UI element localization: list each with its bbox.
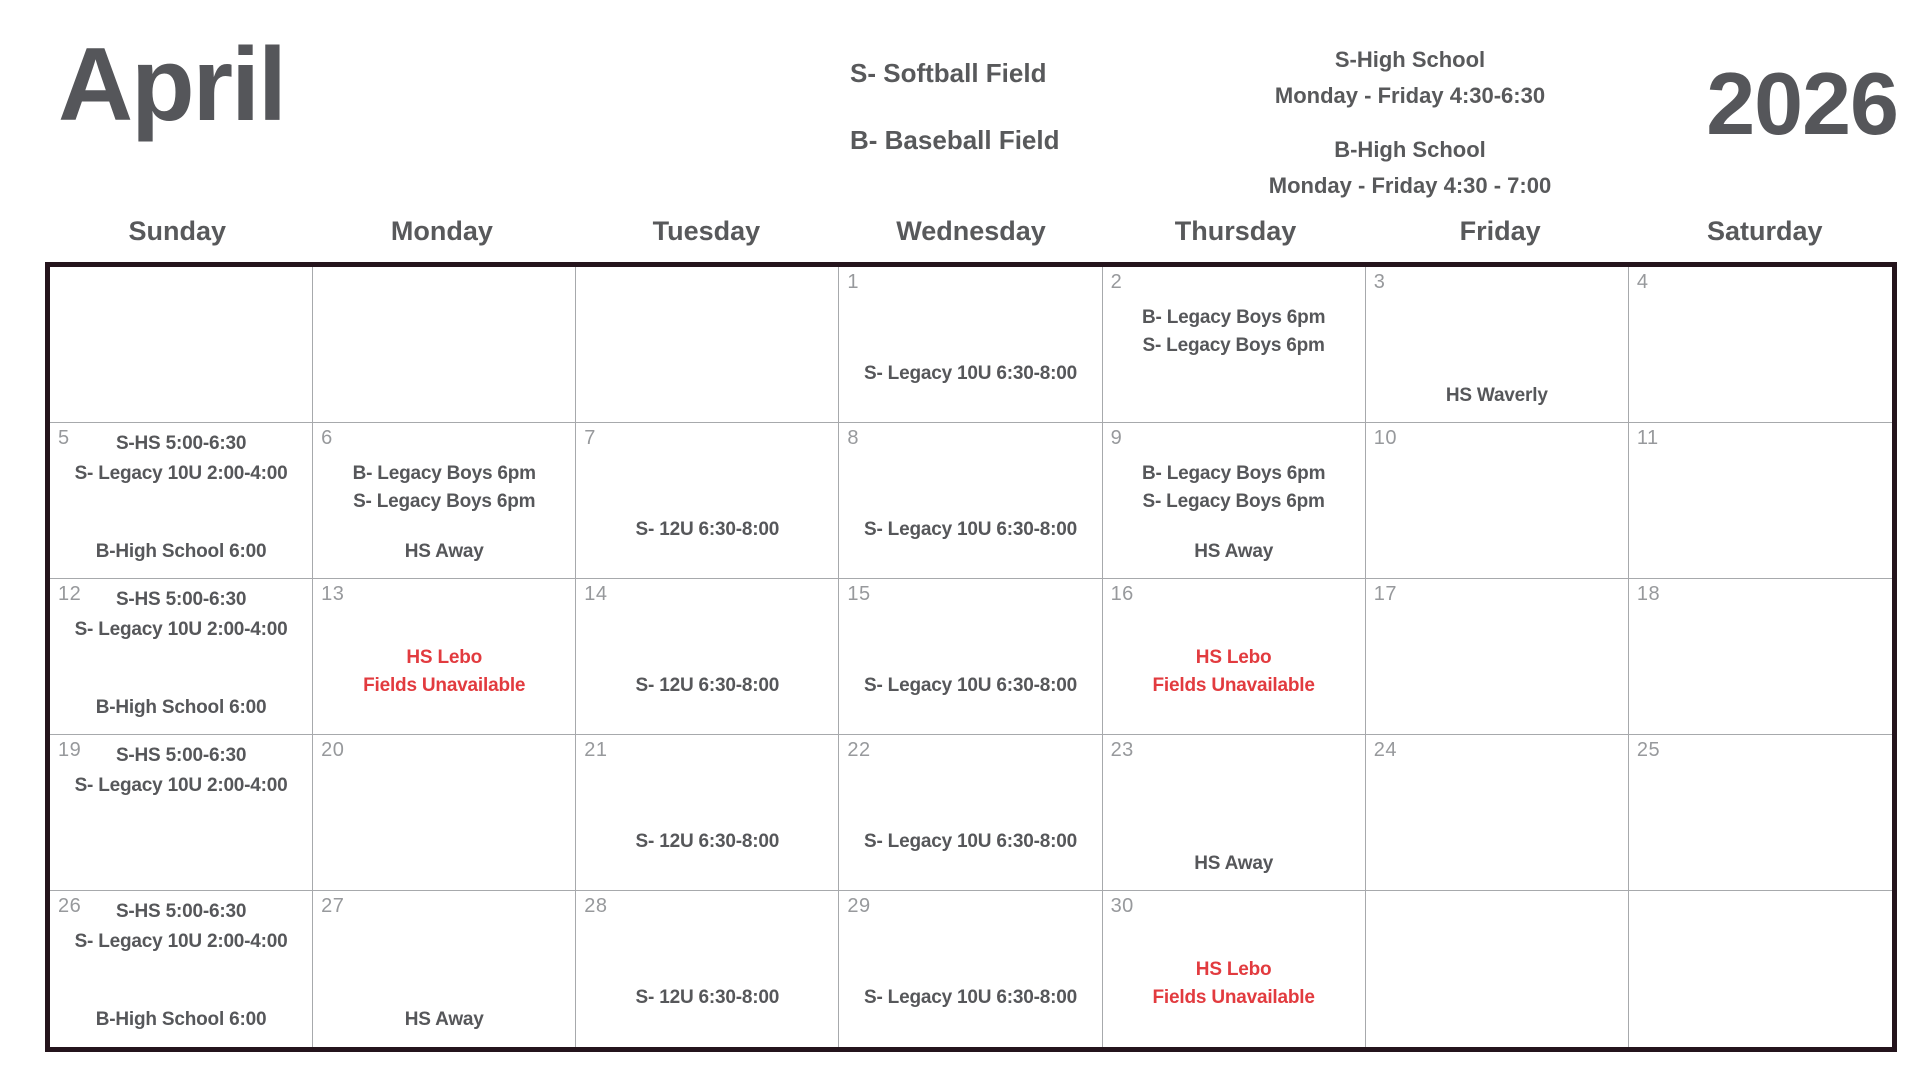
hours-baseball-title: B-High School bbox=[1334, 137, 1486, 162]
day-number: 4 bbox=[1636, 271, 1649, 293]
day-cell-11 bbox=[1629, 423, 1892, 579]
field-hours bbox=[1180, 42, 1640, 222]
day-number: 10 bbox=[1373, 427, 1397, 449]
day-cell-empty bbox=[50, 267, 313, 423]
event-label: HS Away bbox=[1194, 853, 1274, 874]
day-number: 8 bbox=[847, 427, 860, 449]
day-cell-19 bbox=[50, 735, 313, 891]
day-cell-23 bbox=[1103, 735, 1366, 891]
day-number: 13 bbox=[321, 583, 345, 605]
event-label: S- Legacy 10U 6:30-8:00 bbox=[864, 987, 1077, 1008]
event-label: B-High School 6:00 bbox=[95, 541, 267, 562]
day-cell-24 bbox=[1366, 735, 1629, 891]
day-cell-empty bbox=[313, 267, 576, 423]
day-number: 7 bbox=[584, 427, 596, 449]
event-label: B- Legacy Boys 6pm bbox=[1141, 307, 1326, 328]
day-cell-6 bbox=[313, 423, 576, 579]
legend-softball: S- Softball Field bbox=[850, 58, 1047, 88]
event-label: B- Legacy Boys 6pm bbox=[1141, 463, 1326, 484]
day-cell-16 bbox=[1103, 579, 1366, 735]
day-number: 15 bbox=[847, 583, 871, 605]
event-label: B-High School 6:00 bbox=[95, 697, 267, 718]
day-cell-empty bbox=[576, 267, 839, 423]
day-number: 23 bbox=[1110, 739, 1134, 761]
event-label: S- 12U 6:30-8:00 bbox=[635, 675, 780, 696]
day-number: 19 bbox=[58, 739, 82, 761]
event-label: S- Legacy 10U 6:30-8:00 bbox=[864, 831, 1077, 852]
hours-softball-hs bbox=[1180, 42, 1640, 114]
day-header-friday: Friday bbox=[1459, 216, 1541, 246]
day-header-wednesday: Wednesday bbox=[896, 216, 1046, 246]
day-cell-15 bbox=[839, 579, 1102, 735]
day-number: 3 bbox=[1373, 271, 1386, 293]
day-cell-empty bbox=[1366, 891, 1629, 1047]
hours-baseball-times: Monday - Friday 4:30 - 7:00 bbox=[1268, 173, 1552, 198]
day-number: 17 bbox=[1373, 583, 1397, 605]
event-label: S- Legacy 10U 2:00-4:00 bbox=[74, 619, 288, 640]
day-number: 29 bbox=[847, 895, 871, 917]
day-cell-26 bbox=[50, 891, 313, 1047]
event-label: S-HS 5:00-6:30 bbox=[115, 589, 247, 610]
day-header-saturday: Saturday bbox=[1706, 216, 1823, 246]
event-label: S- Legacy Boys 6pm bbox=[1142, 491, 1325, 512]
event-field-unavailable: HS Lebo bbox=[1195, 959, 1272, 980]
day-number: 14 bbox=[584, 583, 608, 605]
field-legend bbox=[850, 58, 1150, 192]
day-number: 25 bbox=[1636, 739, 1661, 761]
day-cell-30 bbox=[1103, 891, 1366, 1047]
day-cell-29 bbox=[839, 891, 1102, 1047]
day-number: 11 bbox=[1636, 427, 1659, 449]
day-cell-14 bbox=[576, 579, 839, 735]
event-field-unavailable: HS Lebo bbox=[406, 647, 483, 668]
day-number: 22 bbox=[847, 739, 871, 761]
day-header-monday: Monday bbox=[390, 216, 493, 246]
day-cell-20 bbox=[313, 735, 576, 891]
day-cell-21 bbox=[576, 735, 839, 891]
day-cell-18 bbox=[1629, 579, 1892, 735]
event-field-unavailable: Fields Unavailable bbox=[1152, 987, 1315, 1008]
day-number: 24 bbox=[1373, 739, 1397, 761]
day-cell-27 bbox=[313, 891, 576, 1047]
day-cell-8 bbox=[839, 423, 1102, 579]
day-cell-22 bbox=[839, 735, 1102, 891]
legend-baseball: B- Baseball Field bbox=[850, 125, 1060, 155]
event-label: S- Legacy Boys 6pm bbox=[353, 491, 536, 512]
day-number: 18 bbox=[1636, 583, 1661, 605]
event-label: HS Away bbox=[404, 541, 484, 562]
day-number: 5 bbox=[58, 427, 70, 449]
day-cell-12 bbox=[50, 579, 313, 735]
event-label: S- Legacy 10U 2:00-4:00 bbox=[74, 775, 288, 796]
hours-softball-title: S-High School bbox=[1334, 47, 1486, 72]
day-number: 16 bbox=[1110, 583, 1134, 605]
event-label: S-HS 5:00-6:30 bbox=[115, 433, 247, 454]
day-header-tuesday: Tuesday bbox=[652, 216, 761, 246]
month-title: April bbox=[58, 27, 285, 143]
day-number: 20 bbox=[321, 739, 345, 761]
event-label: S-HS 5:00-6:30 bbox=[115, 901, 247, 922]
event-label: S- Legacy 10U 2:00-4:00 bbox=[74, 463, 288, 484]
day-cell-empty bbox=[1629, 891, 1892, 1047]
day-header-thursday: Thursday bbox=[1174, 216, 1297, 246]
day-number: 6 bbox=[321, 427, 333, 449]
day-cell-10 bbox=[1366, 423, 1629, 579]
event-label: S- Legacy 10U 6:30-8:00 bbox=[864, 519, 1077, 540]
day-cell-5 bbox=[50, 423, 313, 579]
day-number: 21 bbox=[584, 739, 608, 761]
year-title: 2026 bbox=[1706, 54, 1898, 153]
event-label: S- Legacy Boys 6pm bbox=[1142, 335, 1325, 356]
day-number: 28 bbox=[584, 895, 608, 917]
event-field-unavailable: HS Lebo bbox=[1195, 647, 1272, 668]
event-label: S- Legacy 10U 2:00-4:00 bbox=[74, 931, 288, 952]
event-field-unavailable: Fields Unavailable bbox=[1152, 675, 1315, 696]
event-label: S- Legacy 10U 6:30-8:00 bbox=[864, 363, 1077, 384]
day-cell-25 bbox=[1629, 735, 1892, 891]
day-number: 1 bbox=[847, 271, 860, 293]
calendar-grid bbox=[45, 262, 1897, 1052]
day-number: 12 bbox=[58, 583, 82, 605]
day-cell-13 bbox=[313, 579, 576, 735]
day-number: 9 bbox=[1110, 427, 1123, 449]
day-cell-4 bbox=[1629, 267, 1892, 423]
day-cell-9 bbox=[1103, 423, 1366, 579]
day-cell-7 bbox=[576, 423, 839, 579]
day-number: 26 bbox=[58, 895, 82, 917]
event-label: HS Away bbox=[1194, 541, 1274, 562]
event-label: B-High School 6:00 bbox=[95, 1009, 267, 1030]
day-number: 2 bbox=[1110, 271, 1123, 293]
day-number: 30 bbox=[1110, 895, 1134, 917]
event-label: S- 12U 6:30-8:00 bbox=[635, 519, 780, 540]
event-label: S- Legacy 10U 6:30-8:00 bbox=[864, 675, 1077, 696]
event-label: HS Waverly bbox=[1445, 385, 1548, 406]
day-header-sunday: Sunday bbox=[128, 216, 227, 246]
event-field-unavailable: Fields Unavailable bbox=[363, 675, 526, 696]
event-label: S- 12U 6:30-8:00 bbox=[635, 987, 780, 1008]
day-number: 27 bbox=[321, 895, 345, 917]
day-cell-28 bbox=[576, 891, 839, 1047]
event-label: B- Legacy Boys 6pm bbox=[352, 463, 536, 484]
hours-baseball-hs bbox=[1180, 132, 1640, 204]
event-label: HS Away bbox=[404, 1009, 484, 1030]
hours-softball-times: Monday - Friday 4:30-6:30 bbox=[1274, 83, 1546, 108]
day-cell-17 bbox=[1366, 579, 1629, 735]
day-cell-3 bbox=[1366, 267, 1629, 423]
event-label: S-HS 5:00-6:30 bbox=[115, 745, 247, 766]
day-cell-2 bbox=[1103, 267, 1366, 423]
day-header-row bbox=[45, 216, 1897, 247]
day-cell-1 bbox=[839, 267, 1102, 423]
event-label: S- 12U 6:30-8:00 bbox=[635, 831, 780, 852]
